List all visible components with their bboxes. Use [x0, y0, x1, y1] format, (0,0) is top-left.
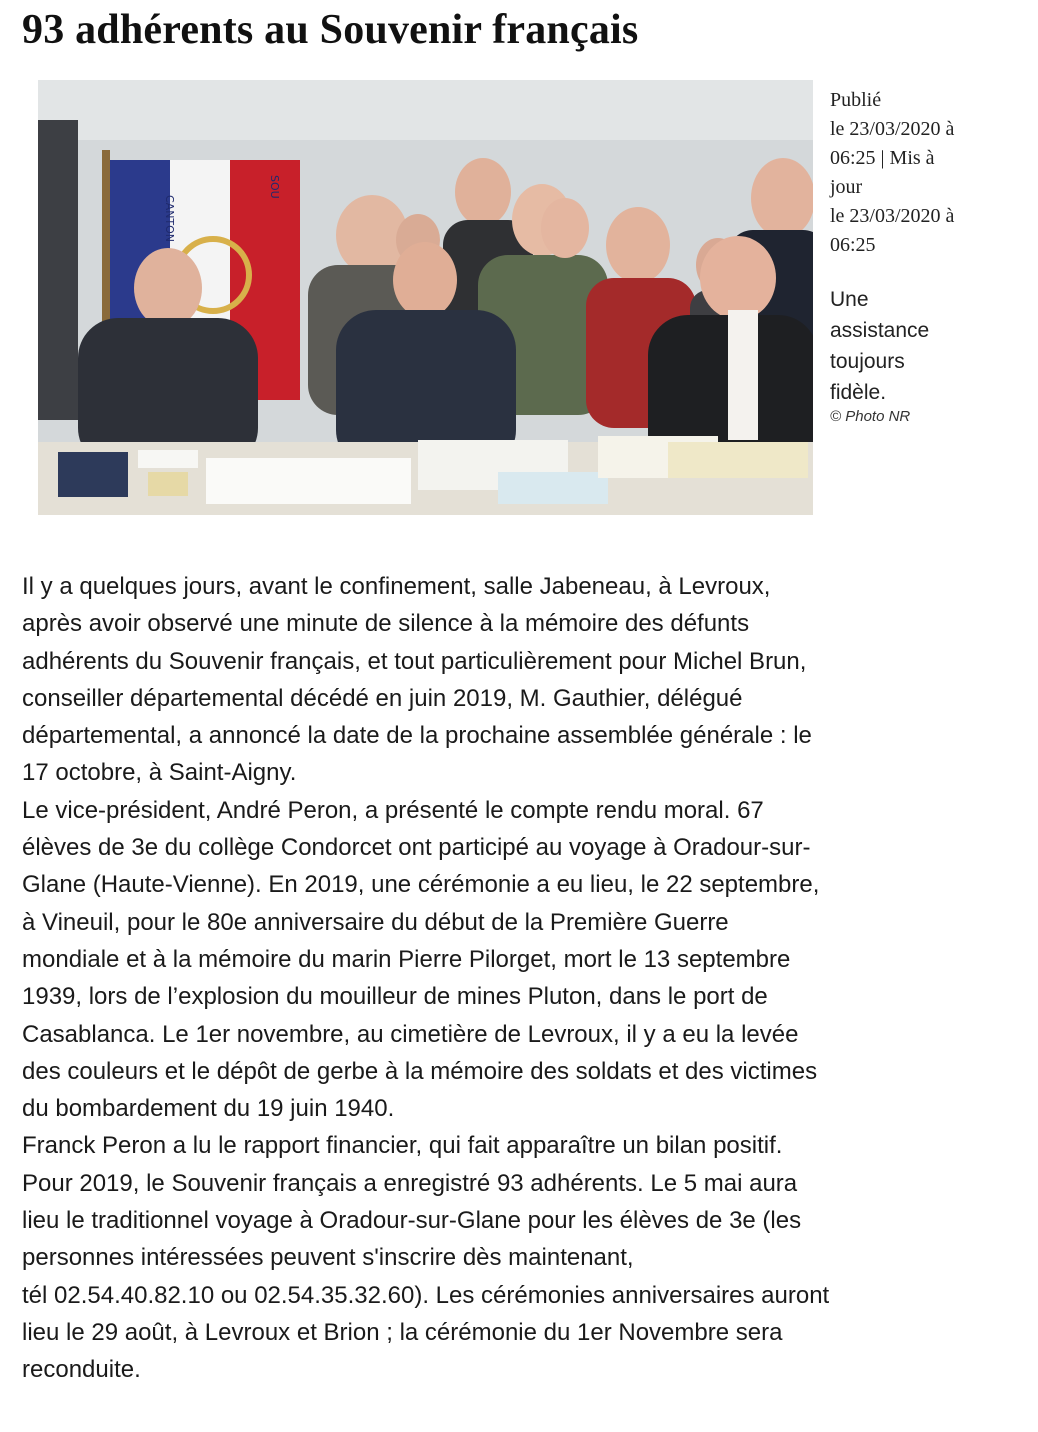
published-time-updated: 06:25 | Mis à — [830, 147, 935, 169]
body-line: des couleurs et le dépôt de gerbe à la mémoire des soldats et des victimes — [22, 1057, 818, 1085]
caption-line: assistance — [830, 319, 930, 342]
caption-line: Une — [830, 288, 869, 311]
body-line: tél 02.54.40.82.10 ou 02.54.35.32.60). Les cérémonies anniversaires auront — [22, 1281, 830, 1309]
body-line: Casablanca. Le 1er novembre, au cimetière de Levroux, il y a eu la levée — [22, 1020, 799, 1048]
body-line: après avoir observé une minute de silence à la mémoire des défunts — [22, 610, 750, 638]
updated-label: jour — [830, 176, 863, 198]
body-line: départemental, a annoncé la date de la prochaine assemblée générale : le — [22, 722, 812, 750]
body-line: personnes intéressées peuvent s'inscrire dès maintenant, — [22, 1244, 634, 1272]
photo-caption — [830, 284, 1010, 408]
caption-line: fidèle. — [830, 381, 887, 404]
updated-date: le 23/03/2020 à — [830, 205, 955, 227]
photo-ceiling — [38, 80, 813, 140]
photo-left-person — [38, 120, 78, 420]
body-line: 1939, lors de l’explosion du mouilleur de mines Pluton, dans le port de — [22, 983, 768, 1011]
body-line: Franck Peron a lu le rapport financier, qui fait apparaître un bilan positif. — [22, 1132, 783, 1160]
published-date: le 23/03/2020 à — [830, 118, 955, 140]
article-title: 93 adhérents au Souvenir français — [22, 7, 639, 53]
photo-credit: © Photo NR — [830, 408, 911, 425]
body-line: 17 octobre, à Saint-Aigny. — [22, 759, 297, 787]
updated-time: 06:25 — [830, 234, 876, 256]
caption-line: toujours — [830, 350, 905, 373]
body-line: à Vineuil, pour le 80e anniversaire du début de la Première Guerre — [22, 908, 729, 936]
article-photo — [38, 80, 813, 515]
published-label: Publié — [830, 89, 882, 111]
body-line: du bombardement du 19 juin 1940. — [22, 1095, 395, 1123]
body-line: Pour 2019, le Souvenir français a enregistré 93 adhérents. Le 5 mai aura — [22, 1169, 798, 1197]
body-line: Il y a quelques jours, avant le confinement, salle Jabeneau, à Levroux, — [22, 573, 771, 600]
publication-meta — [830, 86, 1010, 260]
body-line: élèves de 3e du collège Condorcet ont participé au voyage à Oradour-sur- — [22, 834, 811, 862]
body-line: lieu le traditionnel voyage à Oradour-sur-Glane pour les élèves de 3e (les — [22, 1207, 802, 1235]
body-line: lieu le 29 août, à Levroux et Brion ; la cérémonie du 1er Novembre sera — [22, 1318, 783, 1346]
body-line: Glane (Haute-Vienne). En 2019, une cérémonie a eu lieu, le 22 septembre, — [22, 871, 820, 899]
group-photo-illustration — [38, 80, 813, 515]
photo-flag-text-2: SOU — [268, 175, 281, 199]
body-line: Le vice-président, André Peron, a présenté le compte rendu moral. 67 — [22, 796, 764, 824]
photo-flag-text-1: CANTON — [163, 195, 176, 243]
body-line: adhérents du Souvenir français, et tout particulièrement pour Michel Brun, — [22, 647, 807, 675]
body-line: mondiale et à la mémoire du marin Pierre Pilorget, mort le 13 septembre — [22, 945, 791, 973]
body-line: reconduite. — [22, 1356, 141, 1384]
body-line: conseiller départemental décédé en juin 2019, M. Gauthier, délégué — [22, 684, 743, 712]
article-body — [22, 568, 1022, 1389]
